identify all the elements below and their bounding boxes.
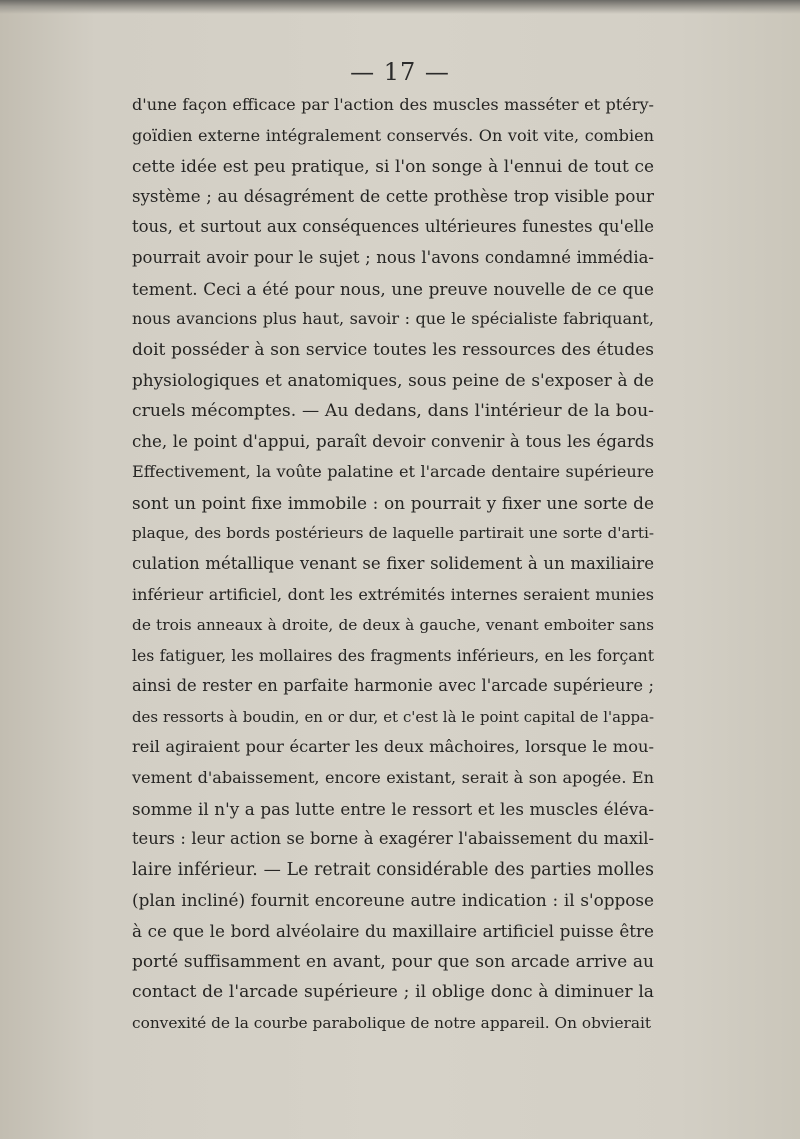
text-line: teurs : leur action se borne à exagérer l'abaissement du maxil- bbox=[132, 829, 654, 849]
page-number: — 17 — bbox=[350, 58, 450, 86]
text-line: sont un point fixe immobile : on pourrait y fixer une sorte de bbox=[132, 492, 654, 513]
text-line: (plan incliné) fournit encoreune autre indication : il s'oppose bbox=[132, 890, 654, 911]
text-line: reil agiraient pour écarter les deux mâchoires, lorsque le mou- bbox=[132, 737, 654, 757]
text-line: à ce que le bord alvéolaire du maxillaire artificiel puisse être bbox=[132, 921, 654, 942]
text-line: tement. Ceci a été pour nous, une preuve nouvelle de ce que bbox=[132, 278, 654, 299]
text-line: pourrait avoir pour le sujet ; nous l'avons condamné immédia- bbox=[132, 247, 654, 267]
text-line: nous avancions plus haut, savoir : que le spécialiste fabriquant, bbox=[132, 309, 654, 329]
text-line: somme il n'y a pas lutte entre le ressort et les muscles éléva- bbox=[132, 798, 654, 819]
text-line: cruels mécomptes. — Au dedans, dans l'intérieur de la bou- bbox=[132, 400, 654, 421]
text-line: système ; au désagrément de cette prothèse trop visible pour bbox=[132, 186, 654, 206]
text-line: inférieur artificiel, dont les extrémités internes seraient munies bbox=[132, 584, 654, 604]
text-line: culation métallique venant se fixer solidement à un maxiliaire bbox=[132, 553, 654, 573]
text-line: cette idée est peu pratique, si l'on songe à l'ennui de tout ce bbox=[132, 156, 654, 177]
text-line: plaque, des bords postérieurs de laquelle partirait une sorte d'arti- bbox=[132, 524, 654, 543]
page-top-shadow bbox=[0, 0, 800, 14]
text-line: contact de l'arcade supérieure ; il oblige donc à diminuer la bbox=[132, 982, 654, 1003]
text-line: convexité de la courbe parabolique de notre appareil. On obvierait bbox=[132, 1013, 652, 1032]
text-line: les fatiguer, les mollaires des fragments inférieurs, en les forçant bbox=[132, 645, 654, 665]
text-line: vement d'abaissement, encore existant, serait à son apogée. En bbox=[132, 768, 654, 788]
text-line: ainsi de rester en parfaite harmonie avec l'arcade supérieure ; bbox=[132, 676, 654, 696]
text-line: tous, et surtout aux conséquences ultérieures funestes qu'elle bbox=[132, 217, 654, 237]
body-text bbox=[132, 90, 654, 1038]
text-line: che, le point d'appui, paraît devoir convenir à tous les égards bbox=[132, 431, 654, 451]
text-line: d'une façon efficace par l'action des muscles masséter et ptéry- bbox=[132, 95, 654, 114]
text-line: physiologiques et anatomiques, sous peine de s'exposer à de bbox=[132, 370, 654, 391]
text-line: de trois anneaux à droite, de deux à gauche, venant emboiter sans bbox=[132, 616, 654, 635]
text-line: des ressorts à boudin, en or dur, et c'est là le point capital de l'appa- bbox=[132, 707, 654, 726]
text-line: Effectivement, la voûte palatine et l'arcade dentaire supérieure bbox=[132, 462, 654, 482]
text-line: porté suffisamment en avant, pour que son arcade arrive au bbox=[132, 951, 654, 972]
text-line: laire inférieur. — Le retrait considérable des parties molles bbox=[132, 859, 654, 880]
text-line: goïdien externe intégralement conservés. On voit vite, combien bbox=[132, 125, 654, 145]
text-line: doit posséder à son service toutes les ressources des études bbox=[132, 339, 654, 360]
